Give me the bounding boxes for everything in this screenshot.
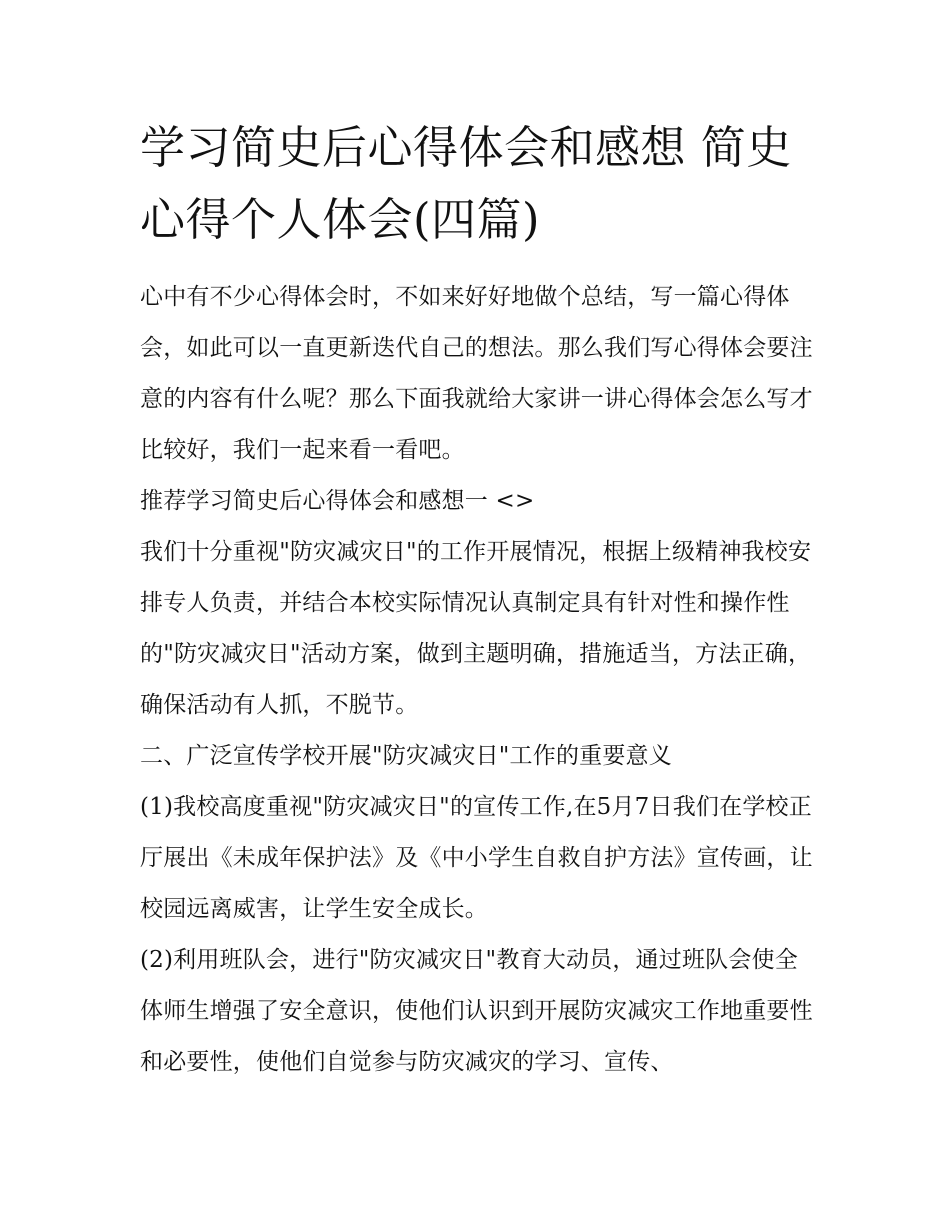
list-item-one: (1)我校高度重视"防灾减灾日"的宣传工作,在5月7日我们在学校正厅展出《未成年保护法》及《中小学生自救自护方法》宣传画，让校园远离威害，让学生安全成长。	[140, 794, 813, 922]
section-heading-two: 二、广泛宣传学校开展"防灾减灾日"工作的重要意义	[140, 743, 672, 769]
document-body	[140, 112, 820, 1088]
body-paragraph: 我们十分重视"防灾减灾日"的工作开展情况，根据上级精神我校安排专人负责，并结合本校实际情况认真制定具有针对性和操作性的"防灾减灾日"活动方案，做到主题明确，措施适当，方法正确，确保活动有人抓，不脱节。	[140, 539, 812, 718]
intro-paragraph: 心中有不少心得体会时，不如来好好地做个总结，写一篇心得体会，如此可以一直更新迭代自己的想法。那么我们写心得体会要注意的内容有什么呢？那么下面我就给大家讲一讲心得体会怎么写才比较好，我们一起来看一看吧。	[140, 284, 813, 463]
document-title: 学习简史后心得体会和感想 简史心得个人体会(四篇)	[140, 121, 792, 246]
section-heading-one: 推荐学习简史后心得体会和感想一 <>	[140, 488, 535, 514]
list-item-two: (2)利用班队会，进行"防灾减灾日"教育大动员，通过班队会使全体师生增强了安全意识，使他们认识到开展防灾减灾工作地重要性和必要性，使他们自觉参与防灾减灾的学习、宣传、	[140, 947, 813, 1075]
